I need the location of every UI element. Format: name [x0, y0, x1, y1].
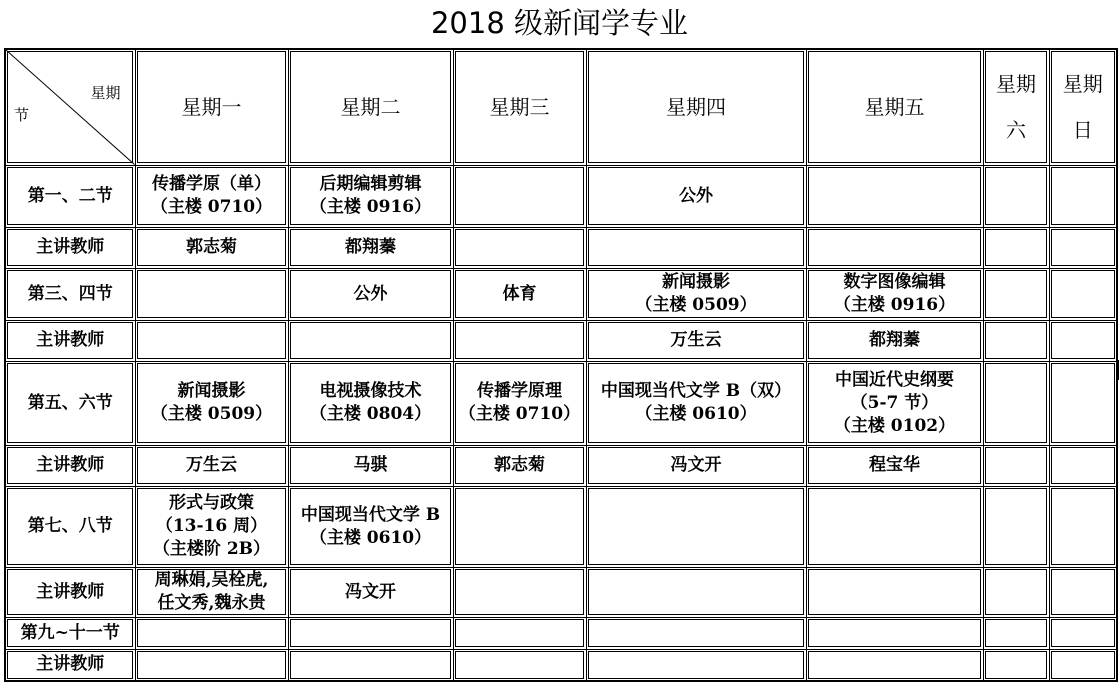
cell-wed	[453, 227, 586, 268]
cell-wed: 传播学原理 （主楼 0710）	[453, 361, 586, 445]
day-header-wed: 星期三	[453, 49, 586, 165]
cell-thu: 万生云	[586, 320, 806, 361]
cell-mon: 万生云	[135, 445, 288, 486]
header-row	[5, 49, 1117, 165]
cell-fri	[806, 617, 983, 649]
cell-tue: 中国现当代文学 B （主楼 0610）	[288, 486, 453, 567]
cell-thu: 中国现当代文学 B（双） （主楼 0610）	[586, 361, 806, 445]
cell-thu	[586, 617, 806, 649]
cell-thu: 公外	[586, 165, 806, 227]
cell-wed: 体育	[453, 268, 586, 320]
day-header-tue: 星期二	[288, 49, 453, 165]
teacher-row-label: 主讲教师	[5, 227, 135, 268]
cell-wed	[453, 567, 586, 617]
cell-fri: 数字图像编辑 （主楼 0916）	[806, 268, 983, 320]
cell-tue	[288, 617, 453, 649]
cell-mon: 周琳娟,吴栓虎, 任文秀,魏永贵	[135, 567, 288, 617]
cell-tue: 电视摄像技术 （主楼 0804）	[288, 361, 453, 445]
cell-sat	[983, 268, 1049, 320]
teacher-row-label: 主讲教师	[5, 567, 135, 617]
cell-thu	[586, 567, 806, 617]
cell-sun	[1049, 486, 1117, 567]
cell-tue: 后期编辑剪辑 （主楼 0916）	[288, 165, 453, 227]
teacher-row-label: 主讲教师	[5, 649, 135, 681]
cell-fri	[806, 227, 983, 268]
cell-sun	[1049, 268, 1117, 320]
cell-fri	[806, 649, 983, 681]
day-header-thu: 星期四	[586, 49, 806, 165]
cell-mon: 新闻摄影 （主楼 0509）	[135, 361, 288, 445]
cell-sun	[1049, 361, 1117, 445]
cell-sun	[1049, 617, 1117, 649]
cell-mon	[135, 649, 288, 681]
cell-thu: 冯文开	[586, 445, 806, 486]
cell-sat	[983, 361, 1049, 445]
cell-sun	[1049, 567, 1117, 617]
cell-mon: 传播学原（单） （主楼 0710）	[135, 165, 288, 227]
cell-sun	[1049, 445, 1117, 486]
table-row	[5, 268, 1117, 320]
cell-fri	[806, 165, 983, 227]
cell-sun	[1049, 165, 1117, 227]
corner-day-label: 星期	[90, 84, 121, 102]
cell-fri: 中国近代史纲要 （5-7 节） （主楼 0102）	[806, 361, 983, 445]
cell-thu	[586, 649, 806, 681]
cell-thu: 新闻摄影 （主楼 0509）	[586, 268, 806, 320]
cell-wed	[453, 649, 586, 681]
cell-fri: 程宝华	[806, 445, 983, 486]
page-title: 2018 级新闻学专业	[430, 6, 689, 40]
cell-fri	[806, 567, 983, 617]
cell-sat	[983, 649, 1049, 681]
table-row	[5, 567, 1117, 617]
teacher-row-label: 主讲教师	[5, 320, 135, 361]
cell-wed	[453, 486, 586, 567]
teacher-row-label: 主讲教师	[5, 445, 135, 486]
cell-sun	[1049, 227, 1117, 268]
cell-wed	[453, 165, 586, 227]
cell-wed	[453, 617, 586, 649]
day-header-fri: 星期五	[806, 49, 983, 165]
cell-sat	[983, 567, 1049, 617]
cell-mon: 形式与政策 （13-16 周） （主楼阶 2B）	[135, 486, 288, 567]
period-label: 第一、二节	[5, 165, 135, 227]
cell-mon	[135, 268, 288, 320]
cell-sat	[983, 617, 1049, 649]
period-label: 第五、六节	[5, 361, 135, 445]
table-row	[5, 445, 1117, 486]
corner-period-label: 节	[14, 106, 30, 124]
table-row	[5, 361, 1117, 445]
cell-wed: 郭志菊	[453, 445, 586, 486]
table-row	[5, 486, 1117, 567]
cell-fri	[806, 486, 983, 567]
period-label: 第三、四节	[5, 268, 135, 320]
cell-tue: 冯文开	[288, 567, 453, 617]
cell-sat	[983, 320, 1049, 361]
corner-header-cell	[5, 49, 135, 165]
cell-tue: 马骐	[288, 445, 453, 486]
cell-fri: 都翔蓁	[806, 320, 983, 361]
table-row	[5, 617, 1117, 649]
cell-sun	[1049, 649, 1117, 681]
cell-tue	[288, 320, 453, 361]
table-row	[5, 649, 1117, 681]
cell-tue: 公外	[288, 268, 453, 320]
day-header-sun: 星期日	[1049, 49, 1117, 165]
day-header-mon: 星期一	[135, 49, 288, 165]
cell-sat	[983, 165, 1049, 227]
cell-thu	[586, 486, 806, 567]
cell-sat	[983, 486, 1049, 567]
cell-wed	[453, 320, 586, 361]
table-row	[5, 165, 1117, 227]
cell-tue: 都翔蓁	[288, 227, 453, 268]
period-label: 第七、八节	[5, 486, 135, 567]
cell-tue	[288, 649, 453, 681]
cell-mon: 郭志菊	[135, 227, 288, 268]
cell-mon	[135, 320, 288, 361]
cell-sun	[1049, 320, 1117, 361]
cell-sat	[983, 227, 1049, 268]
table-row	[5, 227, 1117, 268]
cell-thu	[586, 227, 806, 268]
cell-mon	[135, 617, 288, 649]
table-row	[5, 320, 1117, 361]
period-label: 第九~十一节	[5, 617, 135, 649]
day-header-sat: 星期六	[983, 49, 1049, 165]
schedule-table	[4, 48, 1118, 682]
cell-sat	[983, 445, 1049, 486]
